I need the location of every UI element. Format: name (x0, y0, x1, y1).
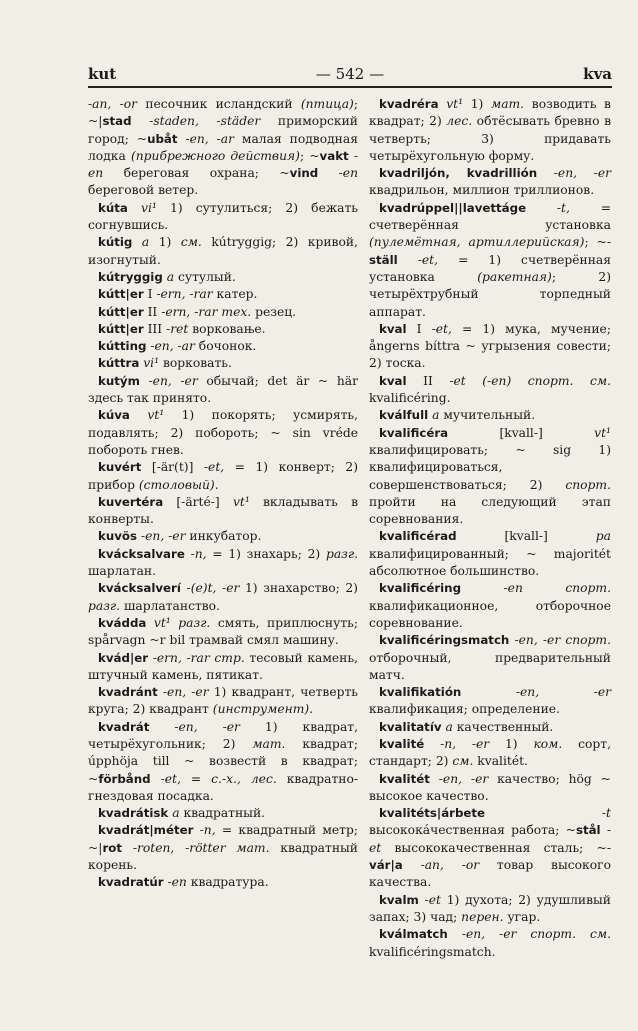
dictionary-entry (88, 615, 358, 650)
dictionary-entry (369, 425, 611, 529)
grammar-label: (ракетная) (477, 269, 552, 284)
entry-text: песочник исландский (137, 97, 301, 111)
dictionary-entry (369, 373, 611, 408)
grammar-label: -en, -er (553, 166, 611, 181)
entry-text: . (309, 702, 314, 717)
entry-text: ; ~- (584, 235, 611, 250)
dictionary-entry (88, 200, 358, 235)
entry-text: = (180, 771, 212, 786)
dictionary-entry (369, 407, 611, 424)
entry-text (430, 772, 439, 786)
headword: kvácksalverí (98, 581, 181, 596)
grammar-label: см. (452, 754, 474, 769)
entry-text: . (214, 477, 219, 492)
grammar-label: -ret (166, 321, 189, 336)
entry-text (448, 927, 462, 941)
grammar-label: -en, -er (438, 771, 489, 786)
dictionary-entry (369, 805, 611, 891)
entry-text: бочонок. (194, 339, 257, 354)
entry-text (403, 858, 421, 872)
grammar-label: -en, -er спорт. (514, 633, 611, 648)
entry-text: отборочный, предварительный матч. (369, 650, 611, 682)
headword: förbånd (98, 771, 151, 786)
entry-text: угар. (503, 909, 541, 924)
headword: kvadrúppel||lavettáge (379, 200, 527, 215)
dictionary-entry (369, 200, 611, 321)
entry-text: тесовый камень, штучный камень, пятикат. (88, 650, 358, 682)
headword: kuvertéra (98, 494, 164, 509)
grammar-label: (птица) (300, 97, 354, 111)
entry-text: высококачественная сталь; ~- (381, 840, 611, 855)
entry-text (461, 685, 516, 699)
dictionary-entry (369, 96, 611, 165)
entry-text (537, 166, 554, 180)
entry-text: квалификационное, отборочное соревнование. (369, 598, 611, 630)
entry-text (132, 114, 150, 128)
entry-text: инкубатор. (185, 529, 262, 544)
entry-text: 1) квадрат, четырёхугольник; 2) (88, 719, 358, 751)
grammar-label: мат. (491, 97, 525, 111)
page-header (88, 64, 612, 84)
grammar-label: -ern, -rar стр. (152, 650, 245, 665)
entry-text (318, 166, 338, 180)
dictionary-entry (88, 459, 358, 494)
grammar-label: -en, -er (515, 685, 611, 700)
headword: kval (379, 373, 407, 388)
headword: vár|a (369, 858, 403, 873)
grammar-label: -n, (190, 546, 207, 561)
dictionary-entry (88, 338, 358, 355)
entry-text: ; ~| (88, 97, 358, 129)
entry-text: 1) квадрант, четверть круга; 2) квадрант (88, 685, 358, 717)
headword: kútig (98, 235, 133, 250)
entry-text: пройти на следующий этап соревнования. (369, 494, 611, 527)
headword: kvalificéring (379, 581, 462, 596)
entry-text: [kvall-] (448, 425, 595, 440)
grammar-label: (инструмент) (212, 702, 310, 717)
headword: kúttra (98, 356, 140, 371)
grammar-label: -en, -ar (150, 339, 195, 354)
entry-text: высококáчественная работа; ~ (369, 823, 576, 838)
grammar-label: vi¹ (143, 356, 160, 371)
grammar-label: vt¹ (446, 97, 464, 111)
entry-text: приморский город; ~ (88, 114, 358, 146)
dictionary-entry (88, 805, 358, 822)
entry-text: kútryggig; 2) кривой, изогнутый. (88, 235, 358, 267)
grammar-label: -en, -er (174, 719, 240, 734)
dictionary-entry (88, 494, 358, 529)
grammar-label: -ern, -rar (156, 287, 213, 302)
entry-text: kvalitét. (473, 754, 528, 769)
headword: kvalificérad (379, 529, 457, 544)
entry-text: = 1) конверт; 2) прибор (88, 460, 358, 492)
grammar-label: -et (424, 892, 441, 907)
headword: kvalifikatión (379, 685, 462, 700)
dictionary-entry (369, 528, 611, 580)
dictionary-entry (369, 321, 611, 373)
headword: kvalificéringsmatch (379, 633, 510, 648)
entry-text: ; ~ (299, 148, 320, 163)
dictionary-entry (369, 632, 611, 684)
headword: kúva (98, 408, 130, 423)
headword: kvalificéra (379, 425, 449, 440)
entry-text: береговой ветер. (88, 183, 199, 198)
grammar-label: vt¹ (594, 425, 611, 440)
entry-text: возводить в квадрат; 2) (369, 97, 611, 129)
headword: kútt|er (98, 287, 144, 302)
dictionary-entry (369, 771, 611, 806)
headword: kválfull (379, 408, 429, 423)
grammar-label: -en, -er (140, 529, 186, 544)
entry-text: квадратура. (186, 875, 269, 890)
headword: kvadrát|méter (98, 823, 194, 838)
entry-text: kvalificéring. (369, 391, 451, 406)
entry-text (130, 408, 147, 422)
entry-text: обтёсывать бревно в четверть; 3) придавать четырёхугольную форму. (369, 114, 611, 163)
entry-text: = 1) счетверённая установка (369, 252, 611, 284)
entry-text (398, 253, 418, 267)
left-guide-word: kut (88, 65, 117, 83)
headword: kvalité (379, 736, 425, 751)
entry-text: I (143, 287, 157, 302)
entry-text: товар высокого качества. (369, 858, 611, 890)
grammar-label: a (172, 806, 180, 821)
headword: kvádda (98, 615, 147, 630)
grammar-label: -en, -er (148, 373, 198, 388)
entry-text: III (143, 321, 167, 336)
headword: rot (102, 840, 123, 855)
grammar-label: -an, -or (88, 97, 138, 111)
entry-text: 1) (463, 97, 491, 111)
headword: kvadratúr (98, 875, 164, 890)
entry-text: квалификация; определение. (369, 702, 560, 717)
grammar-label: a (445, 719, 453, 734)
grammar-label: -ern, -rar тех. (161, 304, 252, 319)
entry-text: качественный. (452, 719, 554, 734)
entry-text: II (143, 304, 162, 319)
entry-text (461, 581, 503, 595)
dictionary-entry (369, 926, 611, 961)
headword: kvadránt (98, 685, 158, 700)
grammar-label: -en спорт. (503, 581, 611, 596)
entry-text: сорт, стандарт; 2) (369, 736, 611, 769)
headword: kútryggig (98, 269, 163, 284)
grammar-label: мат. (252, 736, 286, 751)
headword: vind (289, 166, 319, 181)
grammar-label: спорт. (565, 477, 611, 492)
dictionary-entry (88, 304, 358, 321)
grammar-label: -et (369, 823, 611, 855)
grammar-label: с.-х., лес. (211, 771, 277, 786)
headword: kuvért (98, 460, 142, 475)
entry-text (485, 806, 602, 820)
dictionary-entry (88, 528, 358, 545)
grammar-label: ком. (533, 736, 563, 751)
entry-text: 1) духота; 2) удушливый запах; 3) чад; (369, 892, 611, 924)
entry-text (526, 201, 557, 215)
grammar-label: vt¹ (232, 494, 250, 509)
grammar-label: -n, -er (440, 736, 490, 751)
right-column (369, 96, 611, 961)
grammar-label: -en, -er (162, 685, 209, 700)
entry-text: ; 2) четырёхтрубный торпедный аппарат. (369, 269, 611, 319)
grammar-label: a (141, 235, 150, 250)
entry-text: квадрильон, миллион триллионов. (369, 183, 595, 198)
grammar-label: -et, (431, 321, 452, 336)
entry-text (424, 737, 440, 751)
entry-text: обычай; det är ~ här здесь так принято. (88, 373, 358, 406)
entry-text: шарлатанство. (120, 598, 220, 613)
entry-text: [-är(t)] (141, 460, 204, 475)
entry-text (132, 235, 142, 249)
entry-text: сутулый. (174, 269, 236, 284)
grammar-label: (прибрежного действия) (130, 148, 300, 163)
grammar-label: -et, (203, 460, 225, 475)
headword: kúta (98, 200, 128, 215)
entry-text: квадрат; úpphöja till ~ возвестй в квадрат; ~ (88, 736, 359, 786)
entry-text: kvalificéringsmatch. (369, 944, 496, 959)
entry-text: вкладывать в конверты. (88, 494, 359, 527)
grammar-label: -en, -ar (185, 131, 234, 146)
grammar-label: -roten, -rötter мат. (132, 840, 270, 855)
dictionary-entry (88, 321, 358, 338)
dictionary-entry (88, 355, 358, 372)
headword: kuvös (98, 529, 138, 544)
dictionary-entry (369, 165, 611, 200)
entry-text: = 1) мука, мучение; ångerns bíttra ~ угрызения совести; 2) тоска. (369, 321, 611, 371)
headword: kvalm (379, 892, 419, 907)
entry-text (140, 374, 149, 388)
entry-text: II (406, 373, 450, 388)
dictionary-entry (88, 234, 358, 269)
headword: kválmatch (379, 927, 448, 942)
dictionary-entry (88, 822, 358, 874)
page-number: — 542 — (315, 65, 385, 83)
entry-text: качество; hög ~ высокое качество. (369, 771, 611, 803)
dictionary-entry (88, 286, 358, 303)
right-guide-word: kva (583, 65, 612, 83)
entry-text: = счетверённая установка (369, 200, 611, 233)
entry-text: = 1) знахарь; 2) (206, 546, 326, 561)
grammar-label: (столовый) (138, 477, 215, 492)
entry-text: [kvall-] (456, 529, 596, 544)
header-rule (88, 86, 612, 88)
grammar-label: разг. (325, 546, 358, 561)
grammar-label: vi¹ (141, 200, 157, 215)
headword: vakt (319, 148, 349, 163)
entry-text (151, 772, 161, 786)
entry-text: катер. (212, 287, 258, 302)
grammar-label: -en, -er спорт. см. (461, 927, 611, 942)
dictionary-entry (88, 407, 358, 459)
entry-text (146, 616, 154, 630)
entry-text (122, 841, 133, 855)
headword: kútt|er (98, 304, 144, 319)
grammar-label: -an, -or (420, 858, 480, 873)
left-column (88, 96, 358, 892)
entry-text: мучительный. (439, 408, 536, 423)
headword: kvadriljón, kvadrillión (379, 166, 538, 181)
entry-text: 1) знахарство; 2) (239, 581, 358, 596)
headword: stål (575, 823, 601, 838)
dictionary-entry (369, 719, 611, 736)
entry-text: береговая охрана; ~ (103, 166, 290, 181)
grammar-label: разг. (88, 598, 121, 613)
headword: kvadrátisk (98, 806, 169, 821)
headword: kvalitatív (379, 719, 442, 734)
entry-text: ворковање. (188, 321, 266, 336)
dictionary-entry (88, 874, 358, 891)
grammar-label: перен. (461, 909, 504, 924)
dictionary-entry (88, 373, 358, 408)
entry-text: шарлатан. (88, 564, 157, 579)
entry-text: квадратно-гнездовая посадка. (88, 771, 359, 803)
headword: kvalitéts|árbete (379, 806, 486, 821)
headword: kutým (98, 373, 140, 388)
grammar-label: лес. (446, 114, 473, 129)
entry-text: смять, приплюснуть; spårvagn ~r bil трамвай смял машину. (88, 615, 358, 648)
headword: ubåt (147, 131, 178, 146)
grammar-label: a (166, 269, 175, 284)
entry-text: = квадратный метр; ~| (88, 823, 358, 855)
entry-text (128, 201, 141, 215)
dictionary-entry (88, 650, 358, 685)
headword: kútt|er (98, 321, 144, 336)
headword: kval (379, 321, 407, 336)
grammar-label: vt¹ (147, 408, 165, 423)
grammar-label: -en (167, 875, 187, 890)
dictionary-entry (88, 96, 358, 200)
headword: kvalitét (379, 771, 430, 786)
entry-text: 1) сутулиться; 2) бежать согнувшись. (88, 200, 358, 233)
dictionary-entry (369, 736, 611, 771)
headword: ställ (369, 252, 398, 267)
headword: kvadréra (379, 97, 439, 111)
grammar-label: -et, (160, 771, 181, 786)
headword: kvád|er (98, 650, 149, 665)
dictionary-entry (88, 580, 358, 615)
entry-text: квадратный. (179, 806, 266, 821)
grammar-label: -n, (199, 823, 216, 838)
entry-text: квалифицировать; ~ sig 1) квалифицироваться, совершенствоваться; 2) (369, 442, 611, 492)
entry-text (149, 720, 174, 734)
grammar-label: vt¹ разг. (153, 615, 211, 630)
grammar-label: -(e)t, -er (186, 581, 240, 596)
entry-text: ворковать. (159, 356, 232, 371)
dictionary-entry (369, 580, 611, 632)
dictionary-entry (88, 684, 358, 719)
grammar-label: -staden, -städer (149, 114, 261, 129)
headword: kútting (98, 339, 147, 354)
entry-text: 1) (149, 235, 181, 250)
entry-text: I (406, 321, 432, 336)
entry-text: 1) покорять; усмирять, подавлять; 2) побороть; ~ sin vréde побороть гнев. (88, 408, 358, 457)
entry-text: малая подводная лодка (88, 131, 358, 163)
grammar-label: -et, (417, 252, 439, 267)
grammar-label: -en (88, 148, 358, 181)
grammar-label: (пулемётная, артиллерийская) (369, 235, 585, 250)
entry-text: [-ärté-] (163, 494, 233, 509)
dictionary-entry (88, 719, 358, 805)
grammar-label: a (432, 408, 440, 423)
entry-text: 1) (489, 736, 534, 751)
dictionary-entry (88, 546, 358, 581)
grammar-label: pa (595, 529, 611, 544)
entry-text: квалифицированный; ~ majoritét абсолютное большинство. (369, 546, 611, 579)
dictionary-entry (369, 892, 611, 927)
dictionary-entry (88, 269, 358, 286)
grammar-label: см. (180, 235, 202, 250)
grammar-label: -et (-en) спорт. см. (449, 373, 611, 388)
entry-text: резец. (251, 304, 297, 319)
entry-text: квадратный корень. (88, 840, 358, 873)
headword: kvadrát (98, 719, 150, 734)
headword: kvácksalvare (98, 546, 185, 561)
grammar-label: -en (338, 166, 358, 181)
grammar-label: -t (601, 806, 611, 821)
headword: stad (102, 114, 132, 129)
grammar-label: -t, (556, 200, 570, 215)
dictionary-entry (369, 684, 611, 719)
